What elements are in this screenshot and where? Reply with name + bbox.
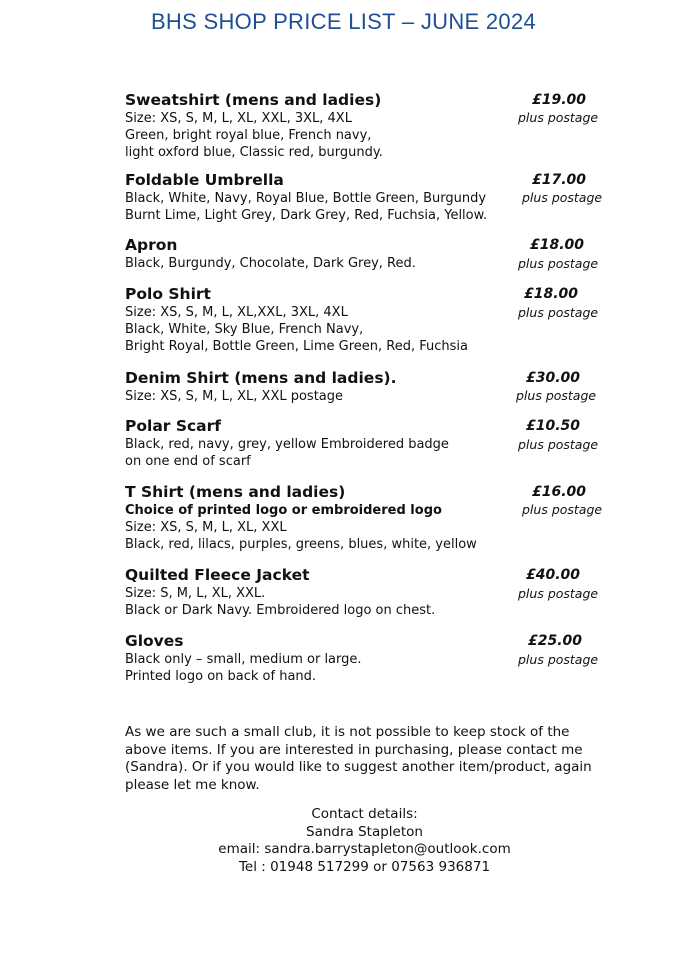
item-name: Gloves — [125, 632, 184, 650]
price-item-apron — [125, 235, 645, 272]
item-detail: on one end of scarf — [125, 454, 251, 469]
item-postage: plus postage — [518, 305, 599, 320]
item-postage: plus postage — [518, 256, 599, 271]
item-name: T Shirt (mens and ladies) — [125, 483, 346, 501]
item-postage: plus postage — [518, 586, 599, 601]
contact-name: Sandra Stapleton — [306, 823, 423, 840]
price-item-denim-shirt — [125, 368, 645, 405]
item-detail: Black, White, Navy, Royal Blue, Bottle Green, Burgundy — [125, 191, 487, 206]
stock-note: As we are such a small club, it is not possible to keep stock of the above items. If you are interested in purchasing, please contact me (Sandra). Or if you would like to suggest another item/product, again please let me know. — [125, 724, 592, 793]
price-item-polo-shirt — [125, 284, 645, 355]
item-postage: plus postage — [522, 190, 603, 205]
item-detail: Black, red, navy, grey, yellow Embroidered badge — [125, 437, 449, 452]
item-name: Polar Scarf — [125, 417, 222, 435]
item-postage: plus postage — [522, 502, 603, 517]
contact-details — [0, 806, 687, 876]
item-name: Sweatshirt (mens and ladies) — [125, 91, 382, 109]
item-price: £18.00 — [524, 286, 579, 302]
item-detail: Printed logo on back of hand. — [125, 669, 317, 684]
item-detail: Size: XS, S, M, L, XL,XXL, 3XL, 4XL — [125, 305, 348, 320]
item-postage: plus postage — [518, 110, 599, 125]
item-name: Apron — [125, 236, 178, 254]
price-item-t-shirt — [125, 482, 645, 553]
item-price: £19.00 — [532, 92, 587, 108]
item-name: Foldable Umbrella — [125, 171, 284, 189]
item-detail: Black, Burgundy, Chocolate, Dark Grey, Red. — [125, 256, 416, 271]
item-detail: Black, White, Sky Blue, French Navy, — [125, 322, 364, 337]
item-postage: plus postage — [516, 388, 597, 403]
item-detail: Black or Dark Navy. Embroidered logo on chest. — [125, 603, 436, 618]
item-detail: Size: XS, S, M, L, XL, XXL postage — [125, 389, 344, 404]
price-item-fleece-jacket — [125, 565, 645, 619]
price-item-gloves — [125, 631, 645, 685]
item-detail: Bright Royal, Bottle Green, Lime Green, Red, Fuchsia — [125, 339, 468, 354]
price-item-polar-scarf — [125, 416, 645, 470]
item-price: £25.00 — [528, 633, 583, 649]
item-price: £10.50 — [526, 418, 581, 434]
item-detail: Green, bright royal blue, French navy, — [125, 128, 372, 143]
item-detail: Size: XS, S, M, L, XL, XXL, 3XL, 4XL — [125, 111, 352, 126]
item-price: £17.00 — [532, 172, 587, 188]
item-name: Quilted Fleece Jacket — [125, 566, 310, 584]
item-detail: Black only – small, medium or large. — [125, 652, 362, 667]
price-item-sweatshirt — [125, 90, 645, 161]
item-price: £18.00 — [530, 237, 585, 253]
item-highlight: Choice of printed logo or embroidered logo — [125, 503, 442, 518]
item-detail: Burnt Lime, Light Grey, Dark Grey, Red, Fuchsia, Yellow. — [125, 208, 488, 223]
contact-heading: Contact details: — [311, 806, 418, 822]
contact-email: email: sandra.barrystapleton@outlook.com — [218, 841, 511, 857]
contact-phone: Tel : 01948 517299 or 07563 936871 — [238, 858, 491, 875]
item-detail: Black, red, lilacs, purples, greens, blues, white, yellow — [125, 537, 477, 552]
item-postage: plus postage — [518, 437, 599, 452]
item-name: Denim Shirt (mens and ladies). — [125, 369, 397, 387]
item-detail: Size: S, M, L, XL, XXL. — [125, 586, 266, 601]
item-postage: plus postage — [518, 652, 599, 667]
item-price: £30.00 — [526, 370, 581, 386]
item-price: £16.00 — [532, 484, 587, 500]
page-title: BHS SHOP PRICE LIST – JUNE 2024 — [150, 9, 537, 34]
item-name: Polo Shirt — [125, 285, 211, 303]
item-price: £40.00 — [526, 567, 581, 583]
item-detail: light oxford blue, Classic red, burgundy. — [125, 145, 383, 160]
item-detail: Size: XS, S, M, L, XL, XXL — [125, 520, 287, 535]
price-item-umbrella — [125, 170, 645, 224]
